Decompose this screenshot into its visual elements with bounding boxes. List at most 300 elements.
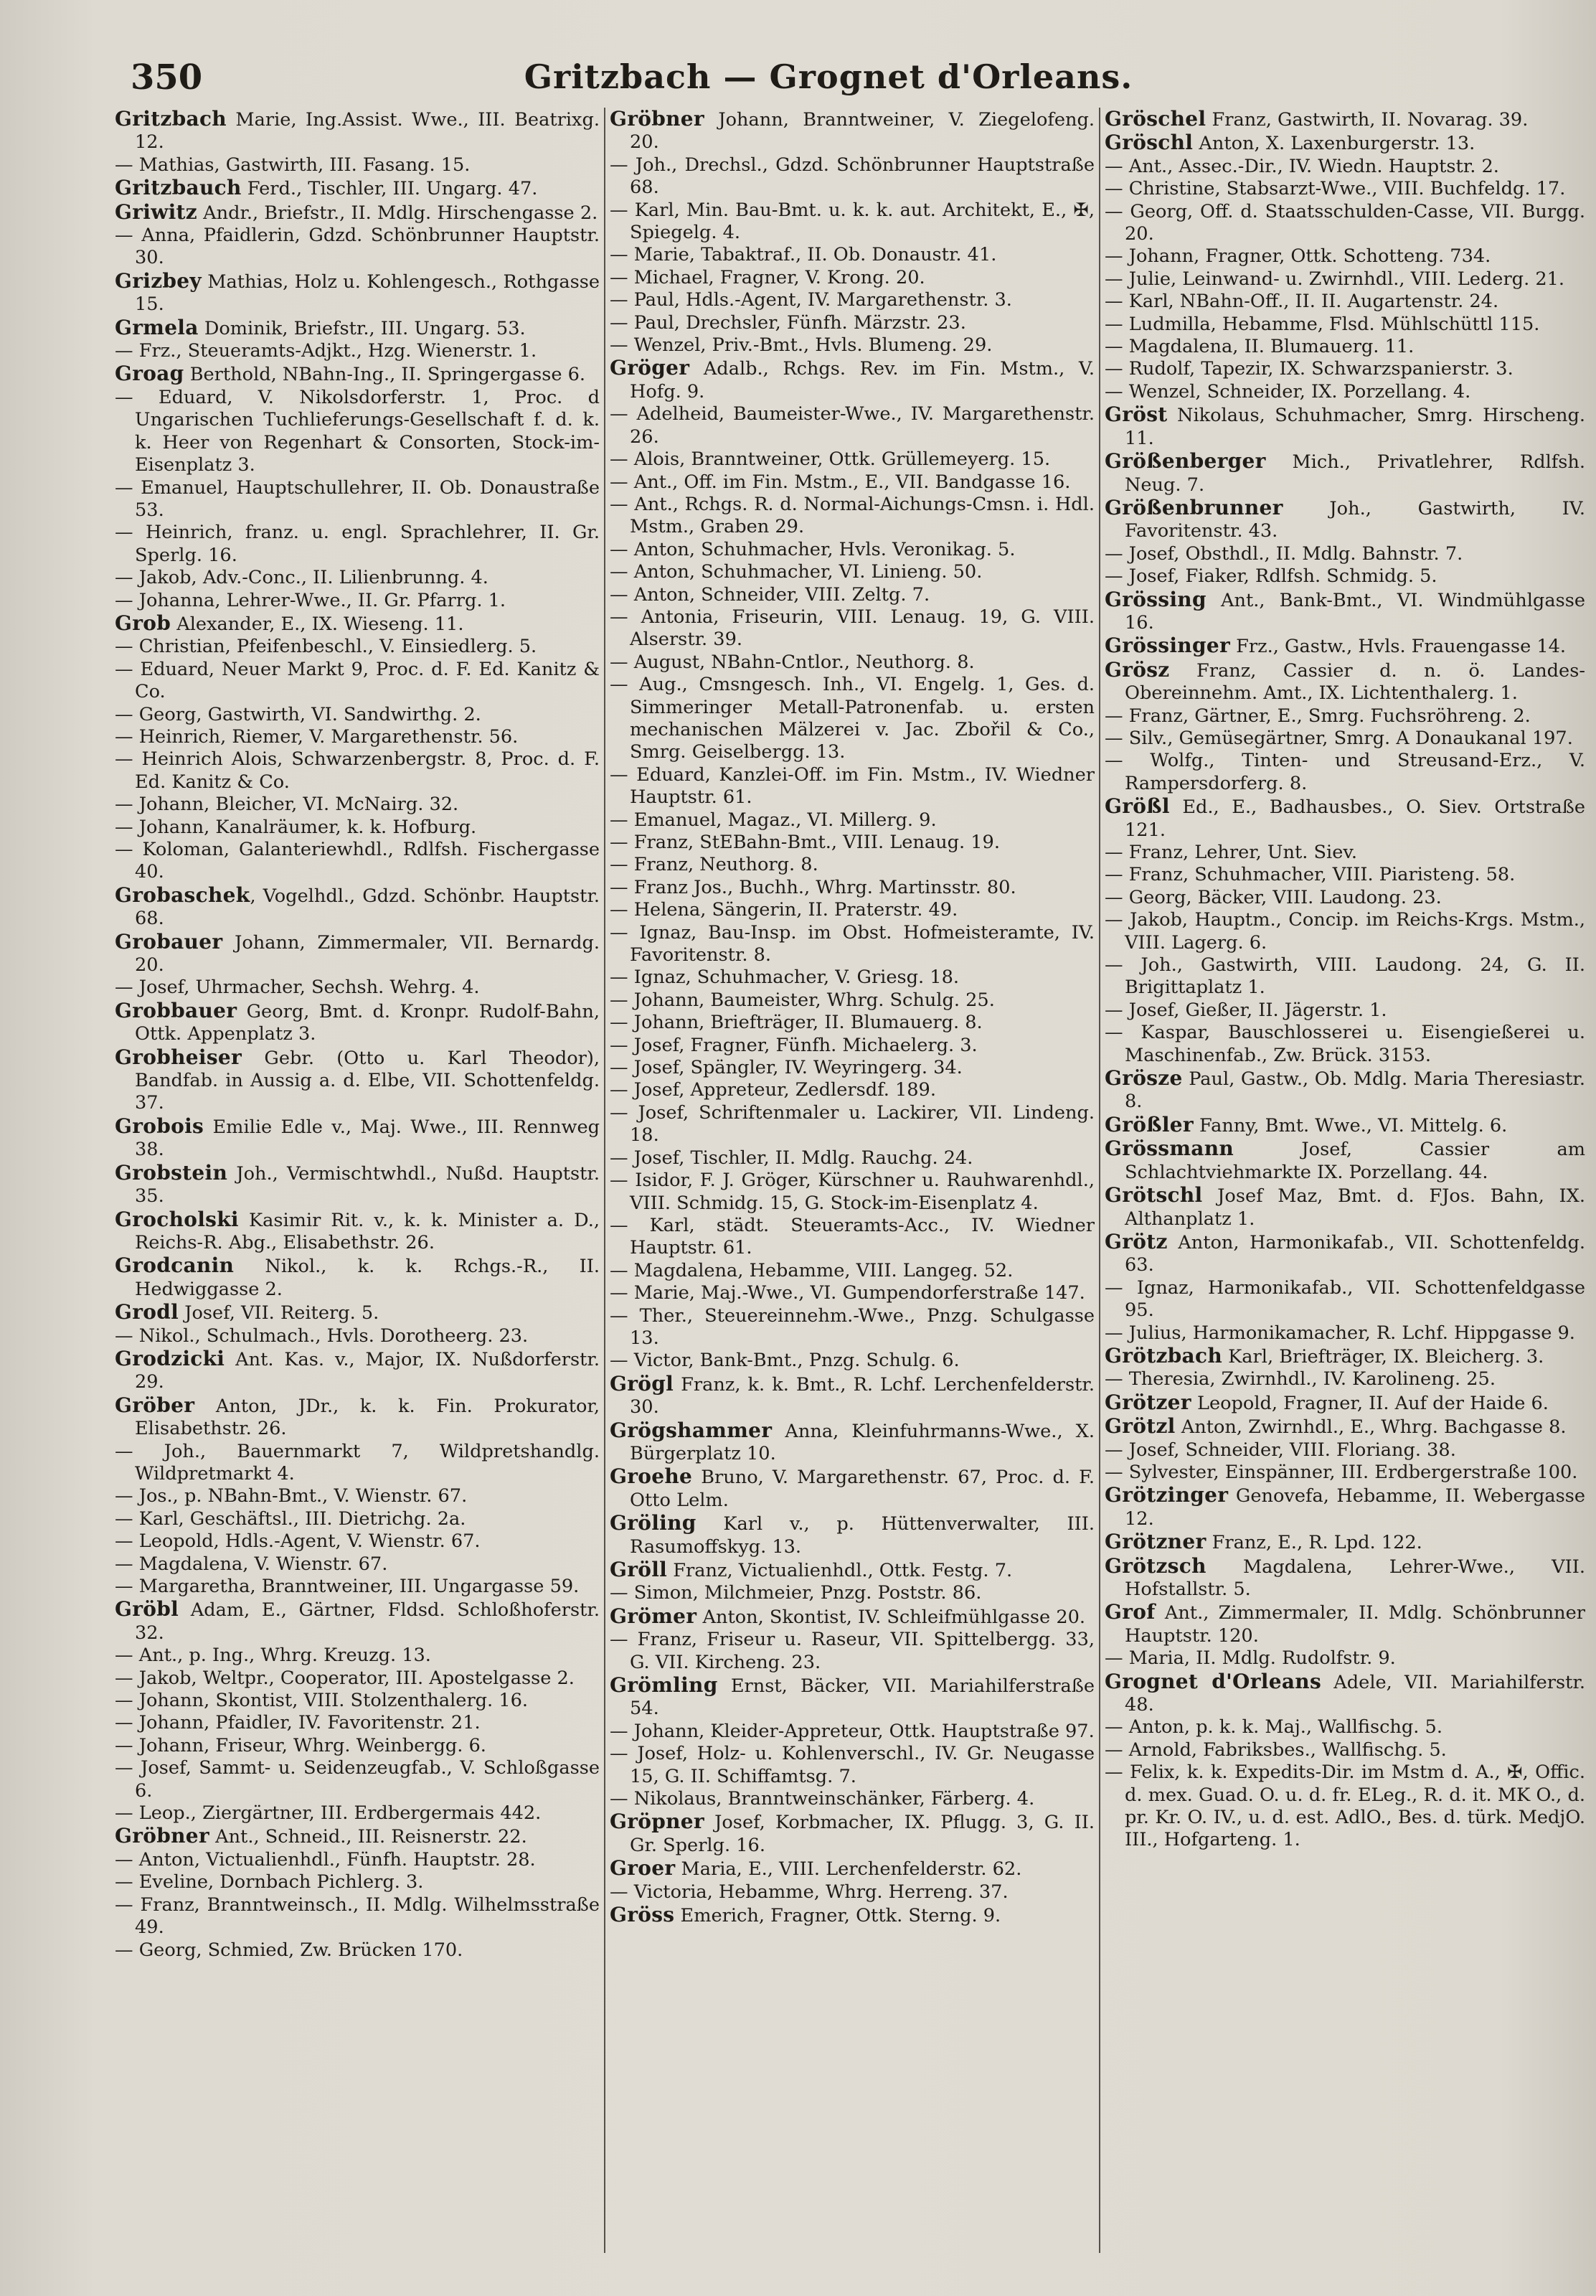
entry-text: — Frz., Steueramts-Adjkt., Hzg. Wienerstr. 1. <box>115 340 537 362</box>
entry-text: — Victor, Bank-Bmt., Pnzg. Schulg. 6. <box>610 1350 960 1372</box>
entry-surname: Gröber <box>115 1393 195 1417</box>
directory-entry <box>610 199 1095 245</box>
entry-text: — Nikolaus, Branntweinschänker, Färberg. 4. <box>610 1788 1035 1810</box>
entry-text: — Ant., Off. im Fin. Mstm., E., VII. Bandgasse 16. <box>610 471 1071 493</box>
entry-surname: Grötzbach <box>1105 1343 1223 1368</box>
directory-entry <box>610 854 1095 876</box>
entry-text: — Rudolf, Tapezir, IX. Schwarzspanierstr. 3. <box>1105 358 1514 380</box>
directory-entry <box>610 877 1095 899</box>
directory-entry <box>1105 565 1585 588</box>
entry-text: — Ant., Assec.-Dir., IV. Wiedn. Hauptstr. 2. <box>1105 155 1499 177</box>
directory-entry <box>610 674 1095 764</box>
directory-entry <box>115 1208 600 1255</box>
directory-entry <box>1105 1231 1585 1277</box>
directory-entry <box>115 590 600 612</box>
entry-text: — Franz, Branntweinsch., II. Mdlg. Wilhelmsstraße 49. <box>115 1893 600 1939</box>
directory-entry <box>1105 864 1585 886</box>
directory-entry <box>115 340 600 362</box>
entry-text: Gebr. (Otto u. Karl Theodor), Bandfab. in Aussig a. d. Elbe, VII. Schottenfeldg. 37. <box>135 1047 600 1114</box>
directory-entry <box>1105 1462 1585 1484</box>
entry-text: — Arnold, Fabriksbes., Wallfischg. 5. <box>1105 1739 1447 1761</box>
column-divider <box>1099 108 1100 2253</box>
entry-text: — Sylvester, Einspänner, III. Erdbergerstraße 100. <box>1105 1461 1578 1483</box>
directory-entry <box>115 1325 600 1347</box>
directory-entry <box>610 922 1095 967</box>
entry-text: — Ludmilla, Hebamme, Flsd. Mühlschüttl 115. <box>1105 313 1540 335</box>
directory-entry <box>115 931 600 977</box>
directory-entry <box>115 794 600 816</box>
directory-entry <box>1105 887 1585 909</box>
entry-text: — Joh., Bauernmarkt 7, Wildpretshandlg. Wildpretmarkt 4. <box>115 1440 600 1485</box>
entry-surname: Gröbner <box>115 1824 209 1848</box>
entry-text: — Koloman, Galanteriewhdl., Rdlfsh. Fischergasse 40. <box>115 839 600 883</box>
entry-text: — Josef, Schriftenmaler u. Lackirer, VII. Lindeng. 18. <box>610 1101 1095 1147</box>
directory-entry <box>610 1282 1095 1304</box>
entry-text: Anton, X. Laxenburgerstr. 13. <box>1193 133 1475 155</box>
entry-text: — Helena, Sängerin, II. Praterstr. 49. <box>610 899 958 921</box>
entry-text: Anton, JDr., k. k. Fin. Prokurator, Elisabethstr. 26. <box>135 1395 600 1440</box>
directory-entry <box>610 1605 1095 1629</box>
directory-entry <box>610 1512 1095 1558</box>
entry-text: — Ignaz, Harmonikafab., VII. Schottenfeldgasse 95. <box>1105 1276 1585 1322</box>
entry-text: Franz, k. k. Bmt., R. Lchf. Lerchenfelderstr. 30. <box>630 1373 1095 1418</box>
entry-surname: Grötzsch <box>1105 1553 1207 1578</box>
directory-entry <box>115 612 600 636</box>
directory-entry <box>115 1712 600 1734</box>
directory-entry <box>610 1102 1095 1147</box>
directory-entry <box>1105 705 1585 728</box>
directory-entry <box>610 357 1095 403</box>
entry-text: Frz., Gastw., Hvls. Frauengasse 14. <box>1230 636 1567 658</box>
directory-entry <box>610 154 1095 199</box>
directory-entry <box>610 448 1095 471</box>
entry-text: — Josef, Sammt- u. Seidenzeugfab., V. Schloßgasse 6. <box>115 1757 600 1802</box>
directory-entry <box>115 1757 600 1802</box>
directory-entry <box>115 108 600 154</box>
entry-text: — Simon, Milchmeier, Pnzg. Poststr. 86. <box>610 1582 982 1604</box>
directory-entry <box>1105 1601 1585 1647</box>
directory-entry <box>610 1881 1095 1904</box>
page-number: 350 <box>131 57 203 98</box>
directory-entry <box>115 270 600 316</box>
directory-entry <box>1105 1647 1585 1670</box>
directory-entry <box>115 1849 600 1871</box>
directory-entry <box>610 539 1095 561</box>
column-1 <box>115 108 600 2253</box>
directory-entry <box>115 884 600 931</box>
entry-surname: Groehe <box>610 1464 693 1489</box>
entry-text: — Franz, Schuhmacher, VIII. Piaristeng. 58. <box>1105 864 1516 886</box>
entry-text: — Isidor, F. J. Gröger, Kürschner u. Rauhwarenhdl., VIII. Schmidg. 15, G. Stock-im-Eisenplatz 4. <box>610 1170 1095 1214</box>
entry-text: — Franz Jos., Buchh., Whrg. Martinsstr. 80. <box>610 876 1016 898</box>
directory-entry <box>115 1162 600 1208</box>
entry-text: Leopold, Fragner, II. Auf der Haide 6. <box>1191 1392 1549 1414</box>
entry-text: Adalb., Rchgs. Rev. im Fin. Mstm., V. Hofg. 9. <box>630 358 1095 403</box>
entry-text: — Joh., Gastwirth, VIII. Laudong. 24, G. II. Brigittaplatz 1. <box>1105 954 1585 999</box>
entry-text: Anton, Harmonikafab., VII. Schottenfeldg. 63. <box>1125 1231 1585 1276</box>
directory-entry <box>1105 999 1585 1022</box>
directory-entry <box>610 1743 1095 1788</box>
entry-text: — Margaretha, Branntweiner, III. Ungargasse 59. <box>115 1576 580 1597</box>
entry-surname: Gröbner <box>610 108 704 131</box>
directory-entry <box>115 1576 600 1598</box>
entry-text: — Paul, Hdls.-Agent, IV. Margarethenstr. 3. <box>610 289 1012 311</box>
entry-surname: Größl <box>1105 794 1170 819</box>
directory-entry <box>115 154 600 177</box>
entry-surname: Gröschel <box>1105 108 1207 131</box>
entry-surname: Griwitz <box>115 199 197 224</box>
directory-entry <box>610 1057 1095 1079</box>
entry-text: — Magdalena, Hebamme, VIII. Langeg. 52. <box>610 1259 1014 1281</box>
column-divider <box>604 108 605 2253</box>
directory-entry <box>1105 1439 1585 1462</box>
entry-text: Josef Maz, Bmt. d. FJos. Bahn, IX. Althanplatz 1. <box>1125 1185 1585 1230</box>
directory-entry <box>1105 131 1585 155</box>
directory-entry <box>115 1871 600 1893</box>
entry-text: — Johann, Skontist, VIII. Stolzenthalerg. 16. <box>115 1690 529 1712</box>
directory-entry <box>1105 336 1585 358</box>
entry-text: — Franz, Neuthorg. 8. <box>610 854 818 876</box>
directory-entry <box>1105 1391 1585 1415</box>
entry-text: Nikolaus, Schuhmacher, Smrg. Hirscheng. 11. <box>1125 405 1585 449</box>
directory-entry <box>115 1939 600 1962</box>
entry-surname: Gritzbach <box>115 108 227 131</box>
directory-entry <box>115 567 600 589</box>
entry-surname: Grössmann <box>1105 1137 1234 1161</box>
directory-entry <box>1105 156 1585 178</box>
directory-entry <box>610 1373 1095 1419</box>
entry-surname: Grodl <box>115 1300 179 1325</box>
directory-entry <box>115 1485 600 1507</box>
entry-text: — Josef, Schneider, VIII. Floriang. 38. <box>1105 1439 1456 1461</box>
directory-entry <box>610 1350 1095 1372</box>
directory-entry <box>115 225 600 270</box>
entry-surname: Grobheiser <box>115 1045 242 1069</box>
directory-entry <box>1105 1484 1585 1530</box>
directory-entry <box>610 1305 1095 1350</box>
directory-entry <box>1105 1555 1585 1601</box>
entry-text: Kasimir Rit. v., k. k. Minister a. D., Reichs-R. Abg., Elisabethstr. 26. <box>135 1209 600 1253</box>
directory-entry <box>610 606 1095 651</box>
entry-text: Fanny, Bmt. Wwe., VI. Mittelg. 6. <box>1193 1114 1508 1137</box>
entry-text: — Anton, Schuhmacher, Hvls. Veronikag. 5. <box>610 538 1016 560</box>
directory-entry <box>610 561 1095 583</box>
entry-text: — Johann, Briefträger, II. Blumauerg. 8. <box>610 1012 983 1034</box>
entry-text: Paul, Gastw., Ob. Mdlg. Maria Theresiastr. 8. <box>1125 1068 1585 1113</box>
entry-text: Emerich, Fragner, Ottk. Sterng. 9. <box>674 1905 1001 1927</box>
entry-text: Joh., Gastwirth, IV. Favoritenstr. 43. <box>1125 497 1585 542</box>
entry-text: — Franz, Friseur u. Raseur, VII. Spittelbergg. 33, G. VII. Kircheng. 23. <box>610 1629 1095 1673</box>
directory-entry <box>610 108 1095 154</box>
entry-text: — Jakob, Adv.-Conc., II. Lilienbrunng. 4. <box>115 567 488 589</box>
directory-entry <box>1105 543 1585 565</box>
directory-entry <box>115 726 600 748</box>
entry-text: Ant., Zimmermaler, II. Mdlg. Schönbrunner Hauptstr. 120. <box>1125 1602 1585 1647</box>
entry-text: Josef, Korbmacher, IX. Pflugg. 3, G. II. Gr. Sperlg. 16. <box>630 1812 1095 1856</box>
directory-entry <box>610 1215 1095 1260</box>
directory-entry <box>1105 314 1585 336</box>
directory-entry <box>1105 750 1585 795</box>
entry-text: — Silv., Gemüsegärtner, Smrg. A Donaukanal 197. <box>1105 727 1573 749</box>
directory-entry <box>1105 178 1585 200</box>
entry-text: — Anton, Victualienhdl., Fünfh. Hauptstr. 28. <box>115 1848 536 1871</box>
directory-entry <box>610 1674 1095 1721</box>
entry-text: — Johann, Baumeister, Whrg. Schulg. 25. <box>610 989 995 1011</box>
directory-entry <box>1105 450 1585 497</box>
entry-text: Josef, VII. Reiterg. 5. <box>179 1302 379 1325</box>
entry-text: — Josef, Fragner, Fünfh. Michaelerg. 3. <box>610 1034 978 1056</box>
entry-text: — Georg, Gastwirth, VI. Sandwirthg. 2. <box>115 703 481 725</box>
directory-entry <box>115 316 600 340</box>
entry-text: — Josef, Fiaker, Rdlfsh. Schmidg. 5. <box>1105 565 1437 588</box>
entry-surname: Größler <box>1105 1112 1194 1137</box>
entry-text: Joh., Vermischtwhdl., Nußd. Hauptstr. 35. <box>135 1162 600 1208</box>
entry-text: — August, NBahn-Cntlor., Neuthorg. 8. <box>610 651 975 673</box>
entry-text: Berthold, NBahn-Ing., II. Springergasse 6. <box>184 364 586 386</box>
entry-text: — Leopold, Hdls.-Agent, V. Wienstr. 67. <box>115 1530 481 1553</box>
entry-text: — Heinrich Alois, Schwarzenbergstr. 8, Proc. d. F. Ed. Kanitz & Co. <box>115 748 600 793</box>
directory-entry <box>115 1254 600 1301</box>
directory-entry <box>115 1690 600 1712</box>
entry-surname: Grognet d'Orleans <box>1105 1669 1322 1693</box>
entry-text: — Eduard, Neuer Markt 9, Proc. d. F. Ed. Kanitz & Co. <box>115 658 600 703</box>
directory-entry <box>1105 1716 1585 1739</box>
entry-text: — Marie, Tabaktraf., II. Ob. Donaustr. 41. <box>610 244 997 266</box>
entry-text: — Jakob, Weltpr., Cooperator, III. Apostelgasse 2. <box>115 1667 575 1689</box>
directory-entry <box>1105 108 1585 131</box>
entry-text: — Heinrich, Riemer, V. Margarethenstr. 56. <box>115 725 519 748</box>
entry-text: Franz, E., R. Lpd. 122. <box>1206 1532 1422 1554</box>
directory-entry <box>115 1825 600 1848</box>
entry-surname: Gröling <box>610 1511 697 1535</box>
entry-surname: Grof <box>1105 1600 1156 1624</box>
entry-text: — Leop., Ziergärtner, III. Erdbergermais 442. <box>115 1802 542 1825</box>
directory-entry <box>115 362 600 386</box>
entry-text: — Marie, Maj.-Wwe., VI. Gumpendorferstraße 147. <box>610 1282 1085 1304</box>
entry-text: Karl v., p. Hüttenverwalter, III. Rasumoffskyg. 13. <box>630 1513 1095 1558</box>
entry-text: — Eduard, Kanzlei-Off. im Fin. Mstm., IV. Wiedner Hauptstr. 61. <box>610 763 1095 809</box>
directory-entry <box>1105 1739 1585 1761</box>
entry-text: — Franz, StEBahn-Bmt., VIII. Lenaug. 19. <box>610 832 1000 853</box>
entry-text: — Nikol., Schulmach., Hvls. Dorotheerg. 23. <box>115 1325 529 1347</box>
directory-entry <box>1105 403 1585 450</box>
directory-entry <box>1105 1415 1585 1439</box>
directory-entry <box>1105 1530 1585 1554</box>
entry-surname: Groag <box>115 362 184 386</box>
directory-entry <box>115 659 600 704</box>
entry-text: , Vogelhdl., Gdzd. Schönbr. Hauptstr. 68. <box>135 885 600 930</box>
directory-entry <box>610 1012 1095 1034</box>
directory-entry <box>1105 659 1585 705</box>
entry-text: — Ignaz, Bau-Insp. im Obst. Hofmeisteramte, IV. Favoritenstr. 8. <box>610 921 1095 966</box>
directory-entry <box>610 989 1095 1012</box>
directory-entry <box>610 651 1095 674</box>
running-head: Gritzbach — Grognet d'Orleans. <box>524 57 1133 96</box>
directory-entry <box>610 494 1095 539</box>
entry-text: — Anton, Schuhmacher, VI. Linieng. 50. <box>610 561 983 583</box>
entry-text: — Paul, Drechsler, Fünfh. Märzstr. 23. <box>610 311 966 334</box>
directory-entry <box>1105 381 1585 403</box>
entry-text: Marie, Ing.Assist. Wwe., III. Beatrixg. 12. <box>135 109 600 154</box>
entry-text: — Anna, Pfaidlerin, Gdzd. Schönbrunner Hauptstr. 30. <box>115 225 600 269</box>
entry-surname: Grob <box>115 611 171 635</box>
entry-text: — Karl, städt. Steueramts-Acc., IV. Wiedner Hauptstr. 61. <box>610 1214 1095 1259</box>
directory-entry <box>115 477 600 522</box>
entry-text: Maria, E., VIII. Lerchenfelderstr. 62. <box>675 1858 1022 1881</box>
directory-entry <box>1105 1137 1585 1184</box>
entry-text: — Anton, p. k. k. Maj., Wallfischg. 5. <box>1105 1716 1442 1739</box>
directory-entry <box>115 1894 600 1939</box>
entry-surname: Grocholski <box>115 1207 239 1231</box>
directory-entry <box>1105 1670 1585 1717</box>
entry-surname: Grötzer <box>1105 1390 1191 1414</box>
entry-surname: Grizbey <box>115 268 202 293</box>
entry-text: — Johann, Kanalräumer, k. k. Hofburg. <box>115 816 477 838</box>
directory-entry <box>610 1465 1095 1512</box>
directory-entry <box>115 748 600 794</box>
entry-text: — Johanna, Lehrer-Wwe., II. Gr. Pfarrg. 1. <box>115 589 506 611</box>
directory-entry <box>1105 1322 1585 1345</box>
directory-entry <box>1105 909 1585 954</box>
entry-surname: Größenberger <box>1105 449 1266 474</box>
entry-surname: Grobois <box>115 1114 204 1138</box>
entry-text: — Antonia, Friseurin, VIII. Lenaug. 19, G. VIII. Alserstr. 39. <box>610 606 1095 651</box>
entry-text: — Josef, Tischler, II. Mdlg. Rauchg. 24. <box>610 1147 973 1169</box>
entry-text: Ernst, Bäcker, VII. Mariahilferstraße 54. <box>630 1675 1095 1720</box>
directory-entry <box>610 289 1095 311</box>
directory-entry <box>610 1582 1095 1604</box>
entry-text: — Mathias, Gastwirth, III. Fasang. 15. <box>115 154 471 176</box>
directory-entry <box>610 1558 1095 1582</box>
directory-entry <box>115 1645 600 1667</box>
entry-text: — Josef, Appreteur, Zedlersdf. 189. <box>610 1079 936 1101</box>
entry-text: Ant. Kas. v., Major, IX. Nußdorferstr. 29. <box>135 1348 600 1393</box>
entry-text: Alexander, E., IX. Wieseng. 11. <box>171 613 464 635</box>
entry-text: — Georg, Off. d. Staatsschulden-Casse, VII. Burgg. 20. <box>1105 200 1585 245</box>
entry-surname: Grötschl <box>1105 1183 1203 1208</box>
directory-entry <box>1105 201 1585 246</box>
directory-entry <box>1105 1368 1585 1391</box>
entry-surname: Grmela <box>115 315 199 339</box>
directory-entry <box>115 1347 600 1394</box>
entry-text: Anton, Skontist, IV. Schleifmühlgasse 20. <box>697 1606 1086 1628</box>
directory-entry <box>610 832 1095 854</box>
entry-text: — Alois, Branntweiner, Ottk. Grüllemeyerg. 15. <box>610 448 1051 471</box>
entry-text: — Johann, Friseur, Whrg. Weinbergg. 6. <box>115 1734 486 1756</box>
directory-entry <box>1105 497 1585 543</box>
directory-entry <box>115 1508 600 1530</box>
entry-text: Genovefa, Hebamme, II. Webergasse 12. <box>1125 1485 1585 1530</box>
entry-surname: Grösze <box>1105 1066 1183 1091</box>
entry-surname: Gröss <box>610 1903 675 1927</box>
directory-entry <box>1105 268 1585 291</box>
entry-surname: Gröpner <box>610 1810 704 1834</box>
directory-entry <box>115 1530 600 1553</box>
entry-text: Adam, E., Gärtner, Fldsd. Schloßhoferstr. 32. <box>135 1599 600 1644</box>
entry-text: — Felix, k. k. Expedits-Dir. im Mstm d. A., ✠, Offic. d. mex. Guad. O. u. d. fr. ELeg., R. d. it. MK O., d. pr. Kr. O. IV., u. d. est. AdlO., Bes. d. türk. MedjO. III., Hofgarteng. 1. <box>1105 1761 1585 1851</box>
entry-text: — Victoria, Hebamme, Whrg. Herreng. 37. <box>610 1881 1009 1903</box>
entry-surname: Grodcanin <box>115 1253 235 1278</box>
directory-entry <box>1105 795 1585 842</box>
directory-entry <box>610 1904 1095 1927</box>
entry-text: Anton, Zwirnhdl., E., Whrg. Bachgasse 8. <box>1175 1416 1567 1439</box>
directory-entry <box>1105 588 1585 635</box>
entry-text: — Jos., p. NBahn-Bmt., V. Wienstr. 67. <box>115 1485 468 1507</box>
entry-surname: Gröst <box>1105 403 1168 427</box>
directory-entry <box>1105 634 1585 658</box>
directory-entry <box>610 312 1095 334</box>
entry-surname: Grodzicki <box>115 1346 225 1370</box>
entry-text: Adele, VII. Mariahilferstr. 48. <box>1125 1671 1585 1716</box>
directory-entry <box>1105 1345 1585 1368</box>
directory-entry <box>610 267 1095 289</box>
column-3 <box>1105 108 1585 2253</box>
directory-entry <box>115 1735 600 1757</box>
directory-entry <box>115 1046 600 1115</box>
directory-entry <box>1105 1067 1585 1114</box>
entry-text: — Franz, Gärtner, E., Smrg. Fuchsröhreng. 2. <box>1105 705 1531 727</box>
entry-text: — Karl, Min. Bau-Bmt. u. k. k. aut. Architekt, E., ✠, Spiegelg. 4. <box>610 199 1095 244</box>
entry-surname: Gritzbauch <box>115 176 242 200</box>
directory-entry <box>610 966 1095 989</box>
entry-surname: Grobbauer <box>115 998 237 1022</box>
entry-text: — Eveline, Dornbach Pichlerg. 3. <box>115 1871 424 1893</box>
entry-text: Johann, Zimmermaler, VII. Bernardg. 20. <box>135 931 600 977</box>
entry-text: — Karl, NBahn-Off., II. II. Augartenstr. 24. <box>1105 291 1499 313</box>
directory-entry <box>610 1147 1095 1170</box>
entry-text: Magdalena, Lehrer-Wwe., VII. Hofstallstr. 5. <box>1125 1556 1585 1600</box>
entry-surname: Grögshammer <box>610 1418 773 1442</box>
directory-entry <box>115 387 600 477</box>
entry-surname: Gröll <box>610 1558 668 1581</box>
directory-entry <box>610 1788 1095 1810</box>
entry-text: — Michael, Fragner, V. Krong. 20. <box>610 266 925 288</box>
directory-entry <box>610 403 1095 448</box>
entry-text: — Josef, Gießer, II. Jägerstr. 1. <box>1105 999 1387 1021</box>
directory-entry <box>115 201 600 225</box>
directory-entry <box>610 1629 1095 1674</box>
entry-text: — Josef, Uhrmacher, Sechsh. Wehrg. 4. <box>115 977 480 999</box>
directory-entry <box>115 522 600 567</box>
entry-text: — Johann, Kleider-Appreteur, Ottk. Hauptstraße 97. <box>610 1720 1095 1742</box>
entry-surname: Größenbrunner <box>1105 495 1283 519</box>
directory-entry <box>115 977 600 999</box>
directory-entry <box>1105 1277 1585 1322</box>
entry-surname: Grössinger <box>1105 634 1231 658</box>
entry-text: — Franz, Lehrer, Unt. Siev. <box>1105 842 1357 863</box>
directory-entry <box>115 1802 600 1825</box>
directory-entry <box>115 1667 600 1690</box>
entry-surname: Grötzl <box>1105 1414 1176 1439</box>
directory-entry <box>610 334 1095 357</box>
entry-text: Georg, Bmt. d. Kronpr. Rudolf-Bahn, Ottk. Appenplatz 3. <box>135 1000 600 1045</box>
entry-text: — Johann, Pfaidler, IV. Favoritenstr. 21. <box>115 1712 481 1734</box>
entry-text: — Jakob, Hauptm., Concip. im Reichs-Krgs. Mstm., VIII. Lagerg. 6. <box>1105 909 1585 954</box>
directory-entry <box>610 1857 1095 1881</box>
directory-entry <box>115 999 600 1046</box>
directory-entry <box>610 1035 1095 1057</box>
entry-surname: Grötzner <box>1105 1530 1207 1554</box>
entry-text: — Magdalena, II. Blumauerg. 11. <box>1105 336 1415 358</box>
entry-text: — Heinrich, franz. u. engl. Sprachlehrer, II. Gr. Sperlg. 16. <box>115 522 600 566</box>
entry-text: Nikol., k. k. Rchgs.-R., II. Hedwiggasse 2. <box>135 1256 600 1300</box>
entry-text: Andr., Briefstr., II. Mdlg. Hirschengasse 2. <box>197 202 598 224</box>
entry-text: — Maria, II. Mdlg. Rudolfstr. 9. <box>1105 1647 1396 1670</box>
entry-surname: Grötzinger <box>1105 1483 1229 1507</box>
directory-entry <box>610 1721 1095 1743</box>
directory-entry <box>1105 358 1585 380</box>
directory-entry <box>115 1441 600 1486</box>
